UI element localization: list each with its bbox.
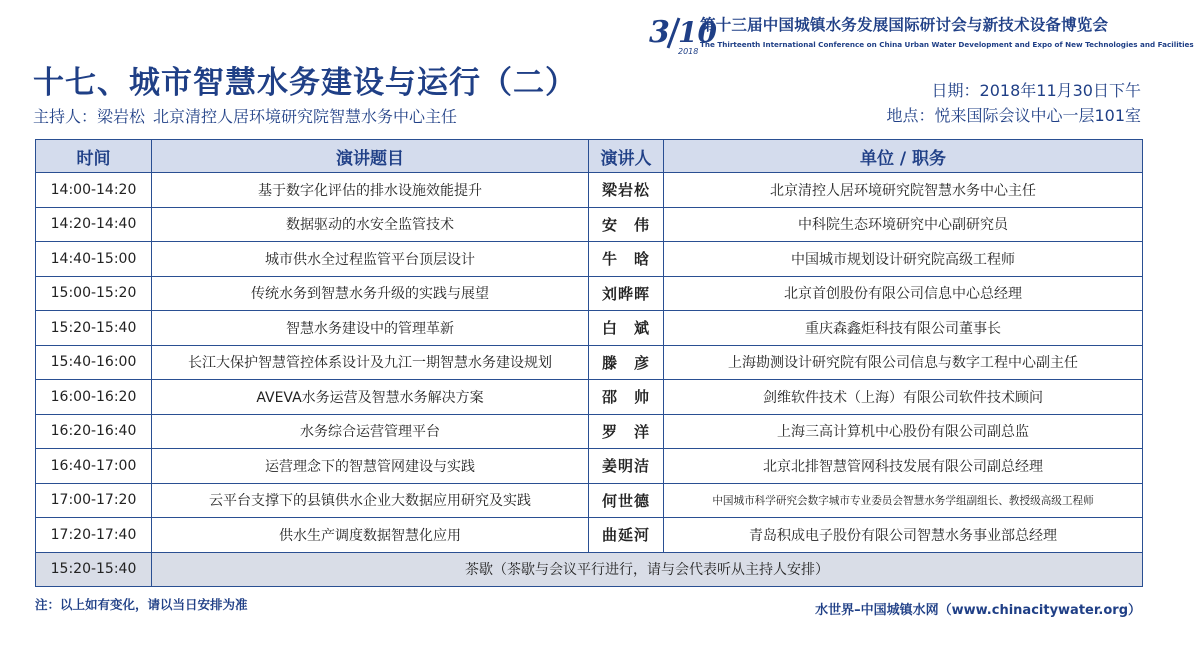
cell-time: 14:00-14:20 xyxy=(36,173,152,208)
cell-topic: 水务综合运营管理平台 xyxy=(152,414,589,449)
conference-title-en: The Thirteenth International Conference on China Urban Water Development and Expo of New Technologies and Facilities xyxy=(700,40,1194,49)
conference-logo xyxy=(648,10,717,56)
cell-organization: 北京首创股份有限公司信息中心总经理 xyxy=(664,276,1143,311)
conference-banner xyxy=(700,13,1194,49)
table-row xyxy=(36,311,1143,346)
cell-speaker: 曲延河 xyxy=(589,518,664,553)
cell-topic: 云平台支撑下的县镇供水企业大数据应用研究及实践 xyxy=(152,483,589,518)
session-date: 日期：2018年11月30日下午 xyxy=(931,81,1141,100)
table-row xyxy=(36,518,1143,553)
cell-topic: 运营理念下的智慧管网建设与实践 xyxy=(152,449,589,484)
cell-organization: 剑维软件技术（上海）有限公司软件技术顾问 xyxy=(664,380,1143,415)
break-time: 15:20-15:40 xyxy=(36,552,152,587)
cell-speaker: 邵 帅 xyxy=(589,380,664,415)
svg-text:2018: 2018 xyxy=(678,47,699,56)
header-organization: 单位 / 职务 xyxy=(664,140,1143,173)
cell-organization: 青岛积成电子股份有限公司智慧水务事业部总经理 xyxy=(664,518,1143,553)
cell-organization: 中科院生态环境研究中心副研究员 xyxy=(664,207,1143,242)
session-title: 十七、城市智慧水务建设与运行（二） xyxy=(33,65,577,101)
session-host xyxy=(33,104,457,127)
cell-topic: 传统水务到智慧水务升级的实践与展望 xyxy=(152,276,589,311)
break-description: 茶歇（茶歇与会议平行进行，请与会代表听从主持人安排） xyxy=(152,552,1143,587)
cell-speaker: 刘晔晖 xyxy=(589,276,664,311)
cell-time: 17:20-17:40 xyxy=(36,518,152,553)
conference-title-cn: 第十三届中国城镇水务发展国际研讨会与新技术设备博览会 xyxy=(700,16,1109,34)
cell-time: 16:00-16:20 xyxy=(36,380,152,415)
footer-website: 水世界–中国城镇水网（www.chinacitywater.org） xyxy=(815,603,1141,618)
header-time: 时间 xyxy=(36,140,152,173)
table-row xyxy=(36,449,1143,484)
host-organization: 北京清控人居环境研究院智慧水务中心主任 xyxy=(153,107,458,126)
cell-topic: 城市供水全过程监管平台顶层设计 xyxy=(152,242,589,277)
session-meta xyxy=(886,78,1141,128)
table-row xyxy=(36,242,1143,277)
table-row xyxy=(36,380,1143,415)
svg-text:10: 10 xyxy=(678,16,717,49)
table-row xyxy=(36,207,1143,242)
table-row xyxy=(36,414,1143,449)
cell-time: 17:00-17:20 xyxy=(36,483,152,518)
svg-text:3: 3 xyxy=(649,15,670,50)
cell-speaker: 滕 彦 xyxy=(589,345,664,380)
cell-organization: 北京北排智慧管网科技发展有限公司副总经理 xyxy=(664,449,1143,484)
cell-speaker: 罗 洋 xyxy=(589,414,664,449)
cell-topic: 供水生产调度数据智慧化应用 xyxy=(152,518,589,553)
cell-topic: 长江大保护智慧管控体系设计及九江一期智慧水务建设规划 xyxy=(152,345,589,380)
table-row xyxy=(36,345,1143,380)
cell-topic: 数据驱动的水安全监管技术 xyxy=(152,207,589,242)
schedule-table xyxy=(35,139,1143,587)
header-topic: 演讲题目 xyxy=(152,140,589,173)
cell-time: 15:40-16:00 xyxy=(36,345,152,380)
cell-topic: 基于数字化评估的排水设施效能提升 xyxy=(152,173,589,208)
cell-topic: 智慧水务建设中的管理革新 xyxy=(152,311,589,346)
cell-speaker: 安 伟 xyxy=(589,207,664,242)
tea-break-row xyxy=(36,552,1143,587)
session-location: 地点：悦来国际会议中心一层101室 xyxy=(886,106,1141,125)
cell-organization: 上海三高计算机中心股份有限公司副总监 xyxy=(664,414,1143,449)
cell-time: 15:00-15:20 xyxy=(36,276,152,311)
cell-time: 14:20-14:40 xyxy=(36,207,152,242)
cell-organization: 上海勘测设计研究院有限公司信息与数字工程中心副主任 xyxy=(664,345,1143,380)
cell-speaker: 何世德 xyxy=(589,483,664,518)
cell-speaker: 姜明洁 xyxy=(589,449,664,484)
table-row xyxy=(36,483,1143,518)
cell-organization: 重庆森鑫炬科技有限公司董事长 xyxy=(664,311,1143,346)
cell-speaker: 梁岩松 xyxy=(589,173,664,208)
cell-topic: AVEVA水务运营及智慧水务解决方案 xyxy=(152,380,589,415)
cell-time: 16:20-16:40 xyxy=(36,414,152,449)
cell-time: 15:20-15:40 xyxy=(36,311,152,346)
cell-speaker: 白 斌 xyxy=(589,311,664,346)
cell-organization: 中国城市科学研究会数字城市专业委员会智慧水务学组副组长、教授级高级工程师 xyxy=(664,483,1143,518)
header-speaker: 演讲人 xyxy=(589,140,664,173)
table-row xyxy=(36,276,1143,311)
cell-organization: 北京清控人居环境研究院智慧水务中心主任 xyxy=(664,173,1143,208)
table-row xyxy=(36,173,1143,208)
footer-note: 注：以上如有变化，请以当日安排为准 xyxy=(35,597,248,612)
cell-organization: 中国城市规划设计研究院高级工程师 xyxy=(664,242,1143,277)
cell-speaker: 牛 晗 xyxy=(589,242,664,277)
table-header-row xyxy=(36,140,1143,173)
cell-time: 16:40-17:00 xyxy=(36,449,152,484)
host-name: 主持人：梁岩松 xyxy=(33,107,146,126)
cell-time: 14:40-15:00 xyxy=(36,242,152,277)
